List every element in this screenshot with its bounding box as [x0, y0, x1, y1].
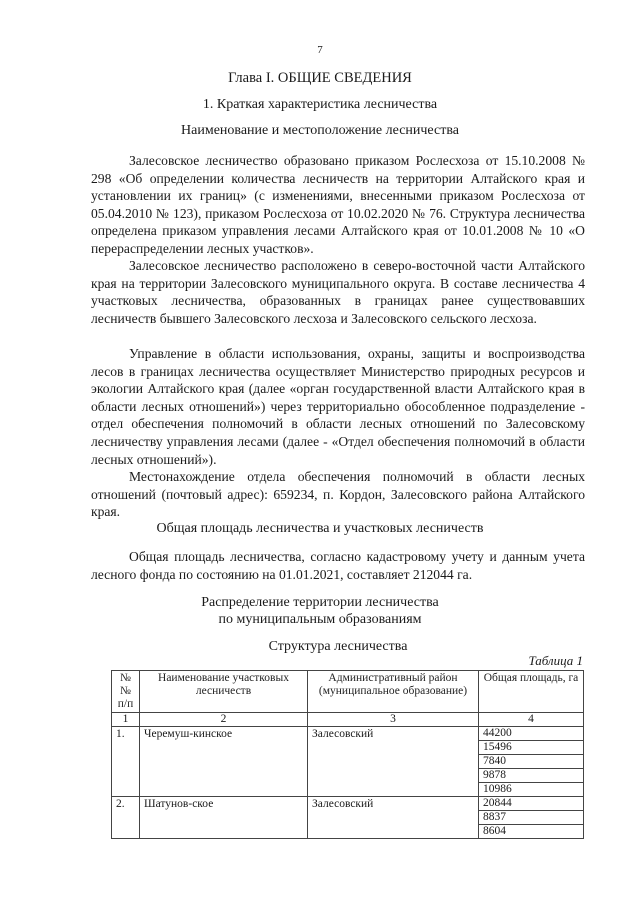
chapter-title: Глава I. ОБЩИЕ СВЕДЕНИЯ — [228, 70, 412, 86]
area-value: 9878 — [479, 768, 583, 782]
page-number: 7 — [317, 44, 323, 56]
column-number: 1 — [112, 713, 140, 727]
column-number: 4 — [479, 713, 584, 727]
header-area: Общая площадь, га — [479, 671, 584, 713]
paragraph-total-area: Общая площадь лесничества, согласно кадастровому учету и данным учета лесного фонда по состоянию на 01.01.2021, составляет 212044 га. — [91, 549, 585, 582]
forestry-name: Шатунов-ское — [140, 797, 308, 839]
area-value: 10986 — [479, 782, 583, 796]
area-values — [479, 727, 584, 797]
paragraph-establishment: Залесовское лесничество образовано приказом Рослесхоза от 15.10.2008 № 298 «Об определении количества лесничеств на территории Алтайского края и установлении их границ» (с изменениями, внесенными приказом Рослесхоза от 05.04.2010 № 123), приказом Рослесхоза от 10.02.2020 № 76. Структура лесничества определена приказом управления лесами Алтайского края от 10.01.2008 № 10 «О перераспределении лесных участков». — [91, 153, 585, 256]
column-number-row — [112, 713, 584, 727]
forestry-name: Черемуш-кинское — [140, 727, 308, 797]
table-row — [112, 727, 584, 797]
paragraph-address: Местонахождение отдела обеспечения полномочий в области лесных отношений (почтовый адрес): 659234, п. Кордон, Залесовского района Алтайского края. — [91, 469, 585, 520]
structure-table — [111, 670, 584, 839]
area-value: 44200 — [483, 727, 512, 739]
distribution-heading-line2: по муниципальным образованиям — [218, 612, 422, 627]
subsection-title: Наименование и местоположение лесничества — [181, 123, 459, 138]
table-header-row — [112, 671, 584, 713]
area-value: 7840 — [479, 754, 583, 768]
header-district: Административный район (муниципальное образование) — [308, 671, 479, 713]
column-number: 2 — [140, 713, 308, 727]
area-heading: Общая площадь лесничества и участковых лесничеств — [156, 521, 484, 536]
header-number: № № п/п — [112, 671, 140, 713]
district-name: Залесовский — [308, 727, 479, 797]
table-note: Таблица 1 — [528, 653, 583, 668]
area-values — [479, 797, 584, 839]
distribution-heading-line1: Распределение территории лесничества — [201, 595, 439, 610]
area-value: 8837 — [479, 810, 583, 824]
area-value: 8604 — [479, 824, 583, 838]
column-number: 3 — [308, 713, 479, 727]
header-name: Наименование участковых лесничеств — [140, 671, 308, 713]
paragraph-location: Залесовское лесничество расположено в северо-восточной части Алтайского края на территории Залесовского муниципального округа. В составе лесничества 4 участковых лесничества, образованных в границах ранее существовавших лесничеств бывшего Залесовского лесхоза и Залесовского сельского лесхоза. — [91, 258, 585, 326]
row-number: 2. — [112, 797, 140, 839]
district-name: Залесовский — [308, 797, 479, 839]
paragraph-management: Управление в области использования, охраны, защиты и воспроизводства лесов в границах лесничества осуществляет Министерство природных ресурсов и экологии Алтайского края (далее «орган государственной власти Алтайского края в области лесных отношений») через территориально обособленное подразделение - отдел обеспечения полномочий в области лесных отношений по Залесовскому лесничеству управления лесами (далее - «Отдел обеспечения полномочий в области лесных отношений»). — [91, 346, 585, 467]
table-row — [112, 797, 584, 839]
row-number: 1. — [112, 727, 140, 797]
table-title: Структура лесничества — [268, 639, 408, 654]
section-title: 1. Краткая характеристика лесничества — [202, 97, 438, 112]
area-value: 20844 — [483, 797, 512, 809]
area-value: 15496 — [479, 740, 583, 754]
